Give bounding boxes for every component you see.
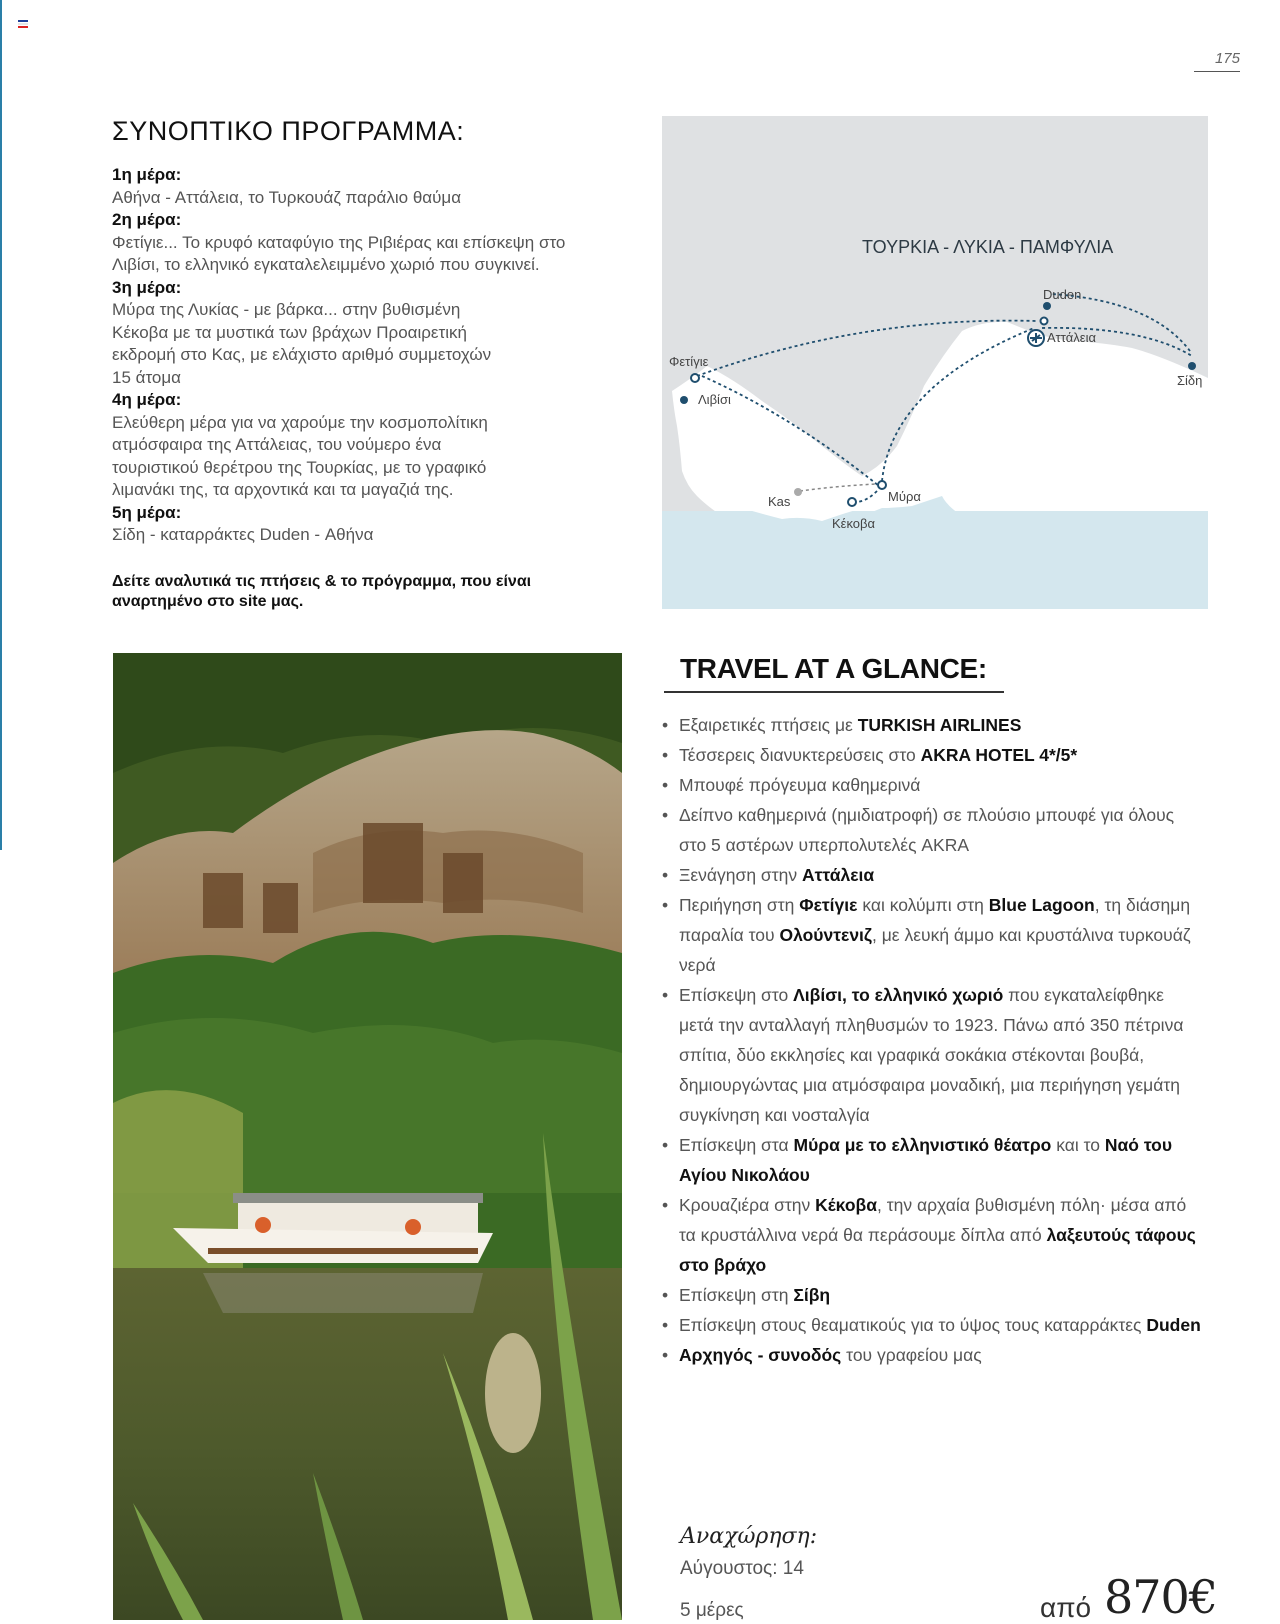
departure-date: Αύγουστος: 14	[680, 1558, 804, 1579]
day-label: 4η μέρα:	[112, 390, 182, 409]
glance-item-text: Τέσσερεις διανυκτερεύσεις στο	[679, 745, 921, 765]
bullet-icon: •	[662, 1195, 669, 1215]
glance-item-text: και κολύμπι στη	[857, 895, 989, 915]
glance-item-text: Επίσκεψη στα	[679, 1135, 794, 1155]
glance-item-text: που εγκαταλείφθηκε μετά την ανταλλαγή πληθυσμών το 1923. Πάνω από 350 πέτρινα σπίτια, δύο εκκλησίες και γραφικά σοκάκια στέκονται βουβά, δημιουργώντας μια ατμόσφαιρα μοναδική, μια περιήγηση γεμάτη συγκίνηση και νοσταλγία	[679, 985, 1184, 1125]
label-kekova: Κέκοβα	[832, 516, 876, 531]
bullet-icon: •	[662, 805, 669, 825]
label-side: Σίδη	[1177, 373, 1203, 388]
glance-item-highlight: Ολούντενιζ	[779, 925, 872, 945]
photo-river	[113, 1268, 622, 1620]
glance-item-text: Επίσκεψη στο	[679, 985, 794, 1005]
glance-item	[662, 770, 1202, 800]
glance-item	[662, 1190, 1202, 1280]
marker-fethiye	[691, 374, 699, 382]
program-note: Δείτε αναλυτικά τις πτήσεις & το πρόγραμμα, που είναι αναρτημένο στο site μας.	[112, 573, 532, 610]
glance-item-text: του γραφείου μας	[841, 1345, 982, 1365]
marker-duden	[1043, 302, 1051, 310]
boat-reflection	[203, 1273, 483, 1313]
label-livisi: Λιβίσι	[698, 392, 731, 407]
glance-item-text: , την αρχαία βυθισμένη πόλη· μέσα από τα κρυστάλλινα νερά θα περάσουμε δίπλα από	[679, 1195, 1187, 1245]
glance-item	[662, 800, 1202, 860]
glance-item-highlight: Μύρα με το ελληνιστικό θέατρο	[793, 1135, 1052, 1155]
glance-item	[662, 980, 1202, 1130]
glance-item-highlight: Αρχηγός - συνοδός	[679, 1345, 842, 1365]
synoptic-days	[112, 164, 612, 547]
glance-item	[662, 1280, 1202, 1310]
marker-kekova	[848, 498, 856, 506]
glance-item-text: και το	[1051, 1135, 1105, 1155]
glance-item-highlight: Σίβη	[793, 1285, 831, 1305]
bullet-icon: •	[662, 895, 669, 915]
day-label: 1η μέρα:	[112, 165, 182, 184]
glance-item-text: Περιήγηση στη	[679, 895, 800, 915]
glance-item-highlight: Ναό του Αγίου Νικολάου	[679, 1135, 1173, 1185]
bullet-icon: •	[662, 1345, 669, 1365]
bullet-icon: •	[662, 1285, 669, 1305]
marker-myra	[878, 481, 886, 489]
day-label: 5η μέρα:	[112, 502, 182, 522]
rock-tomb	[263, 883, 298, 933]
glance-item-highlight: Λιβίσι, το ελληνικό χωριό	[793, 985, 1004, 1005]
rock-tomb	[443, 853, 483, 913]
glance-item-text: Κρουαζιέρα στην	[679, 1195, 816, 1215]
glance-item-highlight: AKRA HOTEL 4*/5*	[920, 745, 1078, 765]
glance-list	[662, 710, 1202, 1370]
glance-title: TRAVEL AT A GLANCE:	[680, 653, 987, 684]
label-fethiye: Φετίγιε	[669, 354, 709, 369]
marker-livisi	[680, 396, 688, 404]
flag-icon	[18, 20, 28, 28]
glance-item-text: Δείπνο καθημερινά (ημιδιατροφή) σε πλούσιο μπουφέ για όλους στο 5 αστέρων υπερπολυτελές AKRA	[679, 805, 1175, 855]
glance-item-highlight: λαξευτούς τάφους στο βράχο	[679, 1225, 1196, 1275]
glance-item-text: Επίσκεψη στους θεαματικούς για το ύψος τους καταρράκτες	[679, 1315, 1147, 1335]
day-label: 3η μέρα:	[112, 277, 182, 297]
day-text: Αθήνα - Αττάλεια, το Τυρκουάζ παράλιο θαύμα	[112, 187, 462, 207]
synoptic-title: ΣΥΝΟΠΤΙΚΟ ΠΡΟΓΡΑΜΜΑ:	[112, 116, 465, 146]
day-text: Σίδη - καταρράκτες Duden - Αθήνα	[112, 525, 374, 544]
glance-title-rule	[664, 691, 1004, 693]
page-edge-accent	[0, 0, 2, 850]
glance-item-highlight: Αττάλεια	[801, 865, 875, 885]
reed-plume	[485, 1333, 541, 1453]
rock-tomb	[203, 873, 243, 928]
rock-tomb	[363, 823, 423, 903]
trip-duration: 5 μέρες	[680, 1600, 744, 1621]
bullet-icon: •	[662, 1135, 669, 1155]
glance-item-text: Εξαιρετικές πτήσεις με	[679, 715, 858, 735]
price-prefix: από	[1040, 1592, 1092, 1623]
page-number: 175	[1194, 50, 1240, 72]
glance-item-highlight: Φετίγιε	[799, 895, 858, 915]
glance-item-text: Μπουφέ πρόγευμα καθημερινά	[679, 775, 921, 795]
glance-item	[662, 1130, 1202, 1190]
glance-item	[662, 710, 1202, 740]
bullet-icon: •	[662, 865, 669, 885]
glance-item-highlight: Blue Lagoon	[988, 895, 1095, 915]
price-value: 870€	[1104, 1570, 1218, 1624]
glance-item	[662, 860, 1202, 890]
label-duden: Duden	[1043, 287, 1082, 302]
marker-kas	[794, 488, 802, 496]
landscape-photo	[113, 653, 622, 1620]
sea-fill	[662, 511, 1208, 609]
glance-item-highlight: Duden	[1146, 1315, 1201, 1335]
glance-item	[662, 890, 1202, 980]
bullet-icon: •	[662, 985, 669, 1005]
day-text: Ελεύθερη μέρα για να χαρούμε την κοσμοπολίτικη ατμόσφαιρα της Αττάλειας, του νούμερο ένα τουριστικού θερέτρου της Τουρκίας, με το γραφικό λιμανάκι της, τα αρχοντικά και τα μαγαζιά της.	[112, 412, 488, 499]
bullet-icon: •	[662, 715, 669, 735]
day-label: 2η μέρα:	[112, 210, 182, 229]
day-text: Μύρα της Λυκίας - με βάρκα... στην βυθισμένη Κέκοβα με τα μυστικά των βράχων Προαιρετική εκδρομή στο Κας, με ελάχιστο αριθμό συμμετοχών 15 άτομα	[112, 300, 492, 387]
label-kas: Kas	[768, 494, 791, 509]
departure-title: Αναχώρηση:	[680, 1524, 818, 1549]
route-map	[662, 116, 1208, 609]
glance-item	[662, 1310, 1202, 1340]
day-text: Φετίγιε... Το κρυφό καταφύγιο της Ριβιέρας και επίσκεψη στο Λιβίσι, το ελληνικό εγκαταλελειμμένο χωριό που συγκινεί.	[112, 232, 566, 274]
marker-side	[1188, 362, 1196, 370]
label-myra: Μύρα	[888, 489, 921, 504]
bullet-icon: •	[662, 775, 669, 795]
glance-item-text: Ξενάγηση στην	[679, 865, 802, 885]
glance-item	[662, 740, 1202, 770]
glance-item-highlight: TURKISH AIRLINES	[857, 715, 1022, 735]
glance-item-text: , με λευκή άμμο και κρυστάλινα τυρκουάζ νερά	[679, 925, 1191, 975]
bullet-icon: •	[662, 1315, 669, 1335]
glance-item	[662, 1340, 1202, 1370]
marker-antalya-point	[1041, 318, 1048, 325]
map-title: ΤΟΥΡΚΙΑ - ΛΥΚΙΑ - ΠΑΜΦΥΛΙΑ	[862, 237, 1114, 257]
bullet-icon: •	[662, 745, 669, 765]
glance-item-text: , τη διάσημη παραλία του	[679, 895, 1191, 945]
label-antalya: Αττάλεια	[1047, 330, 1096, 345]
glance-item-text: Επίσκεψη στη	[679, 1285, 794, 1305]
glance-item-highlight: Κέκοβα	[815, 1195, 877, 1215]
